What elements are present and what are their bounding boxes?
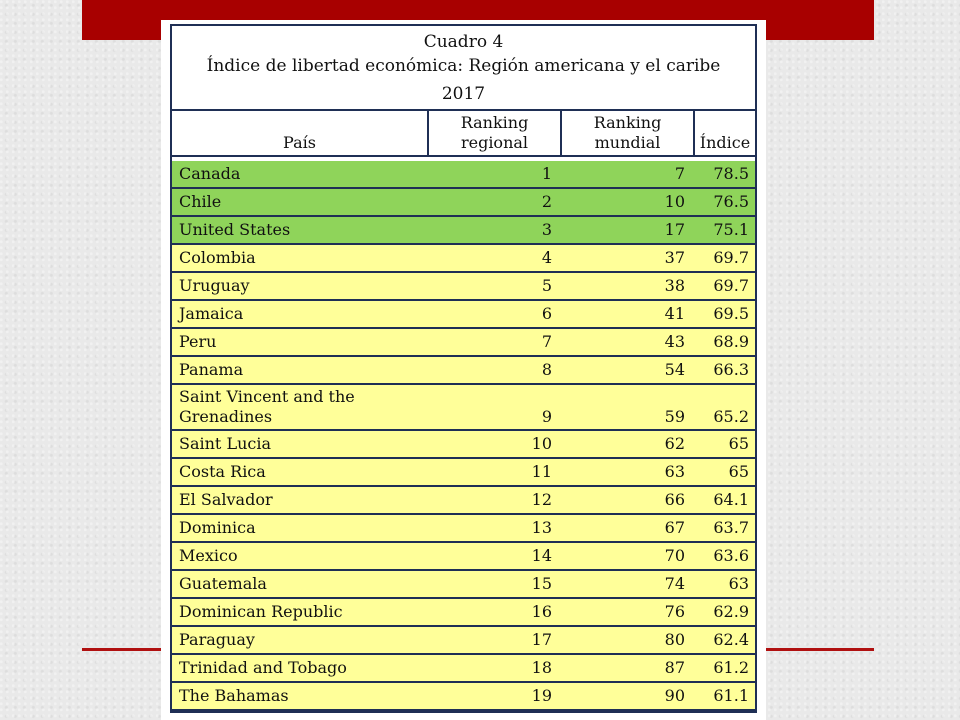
cell-index: 68.9 [713,332,749,351]
cell-country: Costa Rica [179,462,266,481]
cell-index: 61.1 [713,686,749,705]
cell-index: 65 [728,462,749,481]
table-row [172,357,755,385]
header-world-line1: Ranking [593,113,662,132]
cell-country: El Salvador [179,490,273,509]
cell-index: 69.7 [713,248,749,267]
cell-world-ranking: 67 [664,518,685,537]
cell-world-ranking: 54 [664,360,685,379]
table-row [172,245,755,273]
cell-regional-ranking: 1 [541,164,552,183]
table-row [172,683,755,711]
cell-index: 76.5 [713,192,749,211]
cell-index: 63 [728,574,749,593]
table-row [172,655,755,683]
cell-regional-ranking: 14 [531,546,552,565]
header-world-ranking [560,111,693,155]
document-image [161,20,766,720]
cell-index: 63.6 [713,546,749,565]
table-row [172,161,755,189]
cell-world-ranking: 80 [664,630,685,649]
cell-country: Uruguay [179,276,250,295]
header-country-label: País [283,133,316,152]
cell-regional-ranking: 16 [531,602,552,621]
table-body [172,161,755,711]
table-row [172,487,755,515]
cell-regional-ranking: 9 [541,407,552,426]
cell-world-ranking: 66 [664,490,685,509]
cell-country: United States [179,220,291,239]
cell-country: Peru [179,332,217,351]
cell-country: Trinidad and Tobago [179,658,347,677]
table-row [172,301,755,329]
table-row [172,217,755,245]
cell-country: Colombia [179,248,256,267]
header-world-label [594,113,662,153]
slide-rule-left [82,648,162,651]
cell-regional-ranking: 11 [531,462,552,481]
cell-regional-ranking: 8 [541,360,552,379]
cell-world-ranking: 17 [664,220,685,239]
header-index-label: Índice [699,133,751,152]
cell-country: Canada [179,164,241,183]
cell-country: Saint Vincent and the Grenadines [179,387,355,426]
table-row [172,515,755,543]
table-row [172,571,755,599]
cell-regional-ranking: 6 [541,304,552,323]
table-row [172,385,755,431]
cell-regional-ranking: 19 [531,686,552,705]
cell-regional-ranking: 15 [531,574,552,593]
cell-world-ranking: 59 [664,407,685,426]
table-title-block [172,26,755,109]
cell-world-ranking: 87 [664,658,685,677]
table-row [172,599,755,627]
table-row [172,543,755,571]
cell-regional-ranking: 17 [531,630,552,649]
cell-regional-ranking: 12 [531,490,552,509]
header-regional-line2: regional [460,133,529,152]
cell-index: 69.7 [713,276,749,295]
cell-regional-ranking: 5 [541,276,552,295]
cell-index: 75.1 [713,220,749,239]
cell-index: 69.5 [713,304,749,323]
cell-world-ranking: 37 [664,248,685,267]
header-regional-line1: Ranking [460,113,529,132]
table-row [172,431,755,459]
cell-regional-ranking: 3 [541,220,552,239]
table-row [172,189,755,217]
cell-world-ranking: 10 [664,192,685,211]
cell-country: Chile [179,192,222,211]
table-row [172,459,755,487]
slide-rule-right [766,648,874,651]
cell-world-ranking: 63 [664,462,685,481]
cell-country: Saint Lucia [179,434,271,453]
cell-regional-ranking: 2 [541,192,552,211]
cell-index: 78.5 [713,164,749,183]
header-country [172,111,427,155]
table-subtitle: Índice de libertad económica: Región americana y el caribe [206,56,721,76]
cell-index: 62.9 [713,602,749,621]
cell-world-ranking: 74 [664,574,685,593]
cell-world-ranking: 70 [664,546,685,565]
table-header-row [172,109,755,157]
cell-index: 66.3 [713,360,749,379]
cell-country: Panama [179,360,244,379]
header-index [693,111,755,155]
cell-regional-ranking: 13 [531,518,552,537]
cell-regional-ranking: 4 [541,248,552,267]
cell-index: 65.2 [713,407,749,426]
cell-regional-ranking: 18 [531,658,552,677]
cell-country: Dominica [179,518,256,537]
cell-index: 61.2 [713,658,749,677]
cell-world-ranking: 62 [664,434,685,453]
cell-country: Dominican Republic [179,602,343,621]
cell-country: The Bahamas [179,686,289,705]
cell-world-ranking: 90 [664,686,685,705]
cell-regional-ranking: 7 [541,332,552,351]
cell-index: 62.4 [713,630,749,649]
table-title: Cuadro 4 [423,32,504,52]
cell-world-ranking: 38 [664,276,685,295]
cell-country: Guatemala [179,574,267,593]
header-regional-ranking [427,111,560,155]
table-row [172,329,755,357]
cell-world-ranking: 76 [664,602,685,621]
cell-world-ranking: 7 [674,164,685,183]
table-row [172,273,755,301]
freedom-index-table [170,24,757,713]
cell-world-ranking: 43 [664,332,685,351]
table-row [172,627,755,655]
cell-index: 64.1 [713,490,749,509]
header-world-line2: mundial [594,133,661,152]
table-year: 2017 [441,84,486,104]
header-regional-label [461,113,529,153]
cell-country: Jamaica [179,304,244,323]
cell-index: 65 [728,434,749,453]
cell-regional-ranking: 10 [531,434,552,453]
cell-index: 63.7 [713,518,749,537]
cell-world-ranking: 41 [664,304,685,323]
cell-country: Paraguay [179,630,255,649]
cell-country: Mexico [179,546,238,565]
